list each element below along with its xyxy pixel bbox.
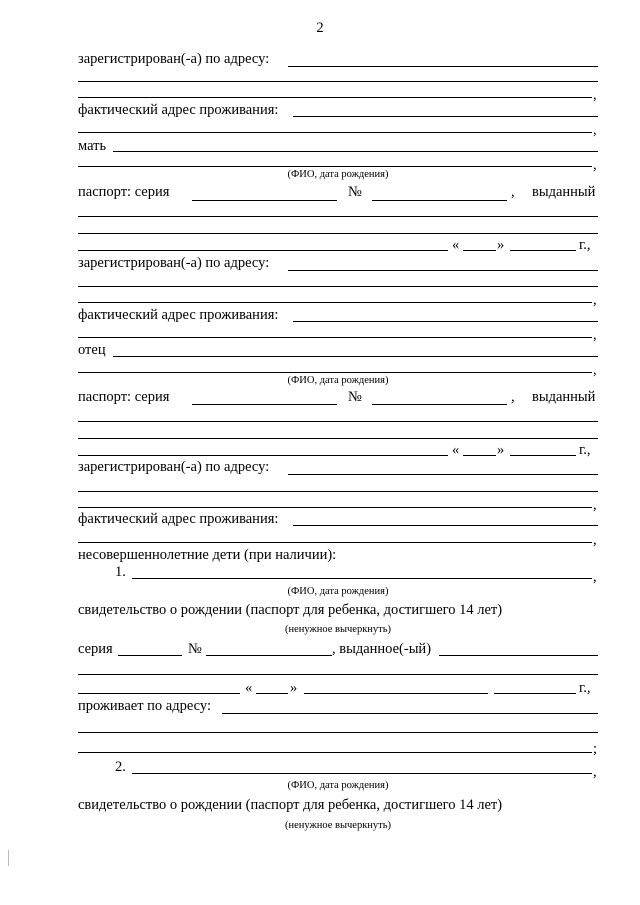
mother-label: мать (78, 138, 107, 154)
mother-line (113, 151, 598, 152)
cert-series-line (118, 655, 182, 656)
registered-line (288, 66, 598, 67)
issued-by-line (78, 455, 448, 456)
blank-line (78, 337, 592, 338)
passport-label: паспорт: серия (78, 184, 170, 200)
semicolon: ; (593, 741, 598, 757)
comma: , (593, 122, 597, 138)
comma: , (593, 569, 597, 585)
comma: , (511, 184, 515, 200)
child-number: 1. (115, 564, 126, 580)
issued-by-line (78, 250, 448, 251)
year-suffix: г., (579, 442, 591, 458)
cert-number-line (206, 655, 332, 656)
comma: , (511, 389, 515, 405)
registered-line (288, 270, 598, 271)
page-number: 2 (316, 20, 324, 36)
comma: , (593, 327, 597, 343)
father-label: отец (78, 342, 106, 358)
comma: , (593, 362, 597, 378)
actual-address-line (293, 116, 598, 117)
number-sign: № (188, 641, 202, 657)
scan-edge-mark (8, 850, 9, 866)
blank-line (78, 166, 592, 167)
month-line (304, 693, 488, 694)
blank-line (78, 732, 598, 733)
actual-address-line (293, 525, 598, 526)
day-line (463, 250, 496, 251)
open-quote: « (245, 680, 253, 696)
blank-line (78, 421, 598, 422)
passport-series-line (192, 200, 337, 201)
actual-address-label: фактический адрес проживания: (78, 307, 279, 323)
actual-address-line (293, 321, 598, 322)
issued-fem-label: , выданное(-ый) (332, 641, 432, 657)
comma: , (593, 532, 597, 548)
blank-line (78, 752, 592, 753)
lives-line (222, 713, 598, 714)
blank-line (78, 132, 592, 133)
fio-caption: (ФИО, дата рождения) (287, 375, 389, 386)
comma: , (593, 292, 597, 308)
blank-line (78, 491, 598, 492)
registered-line (288, 474, 598, 475)
child-fio-line (132, 773, 592, 774)
child-number: 2. (115, 759, 126, 775)
comma: , (593, 497, 597, 513)
blank-line (78, 233, 598, 234)
birth-cert-label: свидетельство о рождении (паспорт для ребенка, достигшего 14 лет) (78, 797, 503, 813)
children-label: несовершеннолетние дети (при наличии): (78, 547, 337, 563)
passport-series-line (192, 404, 337, 405)
close-quote: » (497, 442, 505, 458)
actual-address-label: фактический адрес проживания: (78, 511, 279, 527)
issued-by-line (78, 693, 240, 694)
blank-line (78, 302, 592, 303)
registered-label: зарегистрирован(-а) по адресу: (78, 51, 270, 67)
birth-cert-label: свидетельство о рождении (паспорт для ребенка, достигшего 14 лет) (78, 602, 503, 618)
strike-caption: (ненужное вычеркнуть) (284, 624, 392, 635)
day-line (463, 455, 496, 456)
comma: , (593, 157, 597, 173)
passport-number-line (372, 200, 507, 201)
close-quote: » (497, 237, 505, 253)
number-sign: № (348, 184, 362, 200)
fio-caption: (ФИО, дата рождения) (287, 586, 389, 597)
registered-label: зарегистрирован(-а) по адресу: (78, 459, 270, 475)
registered-label: зарегистрирован(-а) по адресу: (78, 255, 270, 271)
passport-label: паспорт: серия (78, 389, 170, 405)
father-line (113, 356, 598, 357)
blank-line (78, 674, 598, 675)
issued-label: выданный (532, 389, 596, 405)
cert-issued-line (439, 655, 598, 656)
blank-line (78, 507, 592, 508)
close-quote: » (290, 680, 298, 696)
fio-caption: (ФИО, дата рождения) (287, 780, 389, 791)
year-suffix: г., (579, 680, 591, 696)
blank-line (78, 542, 592, 543)
comma: , (593, 87, 597, 103)
year-suffix: г., (579, 237, 591, 253)
day-line (256, 693, 288, 694)
open-quote: « (452, 237, 460, 253)
series-label: серия (78, 641, 113, 657)
blank-line (78, 216, 598, 217)
child-fio-line (132, 578, 592, 579)
blank-line (78, 97, 592, 98)
blank-line (78, 286, 598, 287)
blank-line (78, 438, 598, 439)
actual-address-label: фактический адрес проживания: (78, 102, 279, 118)
open-quote: « (452, 442, 460, 458)
blank-line (78, 372, 592, 373)
issued-label: выданный (532, 184, 596, 200)
month-line (510, 455, 576, 456)
strike-caption: (ненужное вычеркнуть) (284, 820, 392, 831)
fio-caption: (ФИО, дата рождения) (287, 169, 389, 180)
month-line (510, 250, 576, 251)
blank-line (78, 81, 598, 82)
number-sign: № (348, 389, 362, 405)
year-line (494, 693, 576, 694)
passport-number-line (372, 404, 507, 405)
lives-label: проживает по адресу: (78, 698, 211, 714)
comma: , (593, 764, 597, 780)
